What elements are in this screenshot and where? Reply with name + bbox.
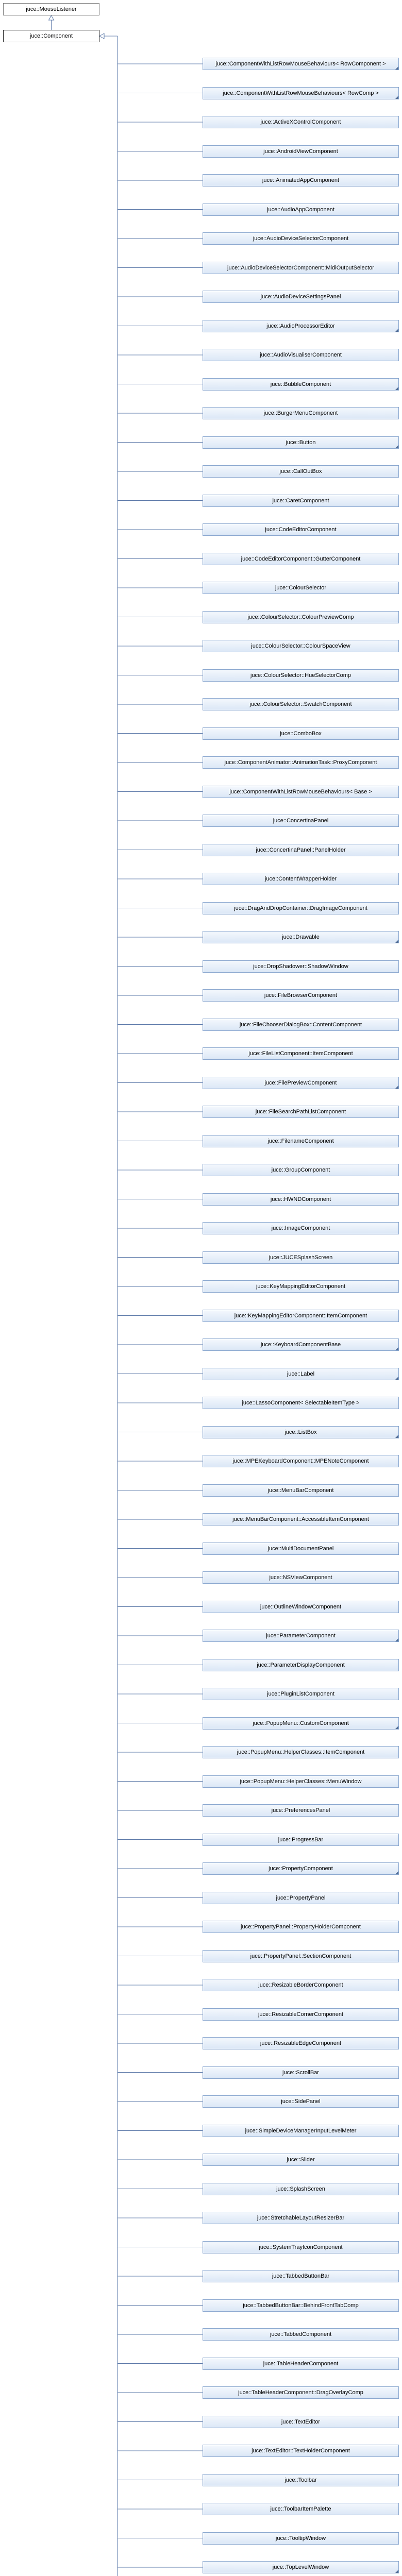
derived-class-label: juce::PopupMenu::HelperClasses::MenuWindow (240, 1778, 362, 1785)
derived-class-node[interactable] (203, 349, 399, 361)
derived-class-node[interactable] (203, 1630, 399, 1642)
derived-class-label: juce::TabbedComponent (270, 2331, 332, 2337)
derived-class-node[interactable] (203, 1601, 399, 1613)
derived-class-label: juce::MPEKeyboardComponent::MPENoteComponent (232, 1458, 369, 1464)
derived-class-label: juce::CodeEditorComponent::GutterComponent (241, 555, 361, 562)
derived-class-label: juce::FileBrowserComponent (264, 992, 338, 998)
derived-class-node[interactable] (203, 1775, 399, 1788)
derived-class-node[interactable] (203, 378, 399, 391)
derived-class-label: juce::SimpleDeviceManagerInputLevelMeter (245, 2127, 357, 2134)
expand-corner-icon (395, 1638, 398, 1641)
expand-corner-icon (395, 445, 398, 448)
base-class-label: juce::MouseListener (26, 6, 77, 12)
derived-class-label: juce::KeyboardComponentBase (260, 1342, 341, 1348)
expand-corner-icon (395, 940, 398, 943)
expand-corner-icon (395, 1347, 398, 1350)
derived-class-node[interactable] (203, 2125, 399, 2137)
derived-class-node[interactable] (203, 1834, 399, 1846)
derived-class-label: juce::AudioVisualiserComponent (260, 352, 342, 358)
derived-class-label: juce::DropShadower::ShadowWindow (253, 963, 348, 970)
derived-class-label: juce::PropertyComponent (269, 1866, 333, 1872)
derived-class-label: juce::ScrollBar (282, 2069, 319, 2076)
derived-class-label: juce::CodeEditorComponent (265, 527, 337, 533)
derived-class-label: juce::FilenameComponent (267, 1138, 334, 1144)
derived-class-node[interactable] (203, 960, 399, 973)
derived-class-node[interactable] (203, 407, 399, 419)
derived-class-label: juce::Slider (287, 2157, 315, 2163)
derived-class-node[interactable] (203, 640, 399, 652)
derived-class-label: juce::ColourSelector::ColourSpaceView (251, 643, 350, 649)
derived-class-node[interactable] (203, 2008, 399, 2021)
expand-corner-icon (395, 1871, 398, 1874)
derived-class-node[interactable] (203, 2474, 399, 2486)
derived-class-label: juce::AudioDeviceSelectorComponent::MidiOutputSelector (227, 264, 374, 271)
derived-class-node[interactable] (203, 1338, 399, 1351)
derived-class-node[interactable] (203, 87, 399, 99)
derived-class-node[interactable] (203, 1746, 399, 1758)
derived-class-label: juce::AnimatedAppComponent (262, 177, 340, 183)
derived-class-node[interactable] (203, 1804, 399, 1817)
derived-class-node[interactable] (203, 2532, 399, 2545)
derived-class-node[interactable] (203, 1950, 399, 1962)
derived-class-label: juce::BubbleComponent (270, 381, 331, 387)
derived-class-label: juce::FileChooserDialogBox::ContentComponent (239, 1021, 362, 1028)
derived-class-label: juce::PreferencesPanel (271, 1807, 330, 1814)
derived-class-node[interactable] (203, 2445, 399, 2457)
derived-class-node[interactable] (203, 2416, 399, 2428)
derived-class-label: juce::ImageComponent (271, 1225, 330, 1231)
derived-class-label: juce::MultiDocumentPanel (267, 1545, 334, 1552)
base-class-node[interactable] (3, 3, 99, 15)
derived-class-label: juce::CallOutBox (279, 468, 322, 474)
derived-class-node[interactable] (203, 1862, 399, 1875)
derived-class-node[interactable] (203, 1164, 399, 1176)
derived-class-node[interactable] (203, 1892, 399, 1904)
derived-class-node[interactable] (203, 1979, 399, 1991)
derived-class-node[interactable] (203, 2154, 399, 2166)
derived-class-label: juce::ToolbarItemPalette (270, 2506, 331, 2512)
derived-class-node[interactable] (203, 786, 399, 798)
arrowhead-main (99, 33, 104, 39)
derived-class-label: juce::ComponentWithListRowMouseBehaviours< Base > (229, 788, 372, 795)
derived-class-node[interactable] (203, 58, 399, 70)
derived-class-node[interactable] (203, 2328, 399, 2341)
derived-class-node[interactable] (203, 698, 399, 710)
derived-class-node[interactable] (203, 1397, 399, 1409)
derived-class-label: juce::ComponentWithListRowMouseBehaviours< RowComponent > (215, 61, 386, 67)
main-class-label: juce::Component (29, 33, 73, 39)
derived-class-node[interactable] (203, 523, 399, 536)
expand-corner-icon (395, 387, 398, 390)
derived-class-label: juce::AudioProcessorEditor (266, 323, 335, 329)
derived-class-node[interactable] (203, 1135, 399, 1147)
derived-class-label: juce::TextEditor::TextHolderComponent (252, 2448, 350, 2454)
derived-class-node[interactable] (203, 145, 399, 158)
derived-class-node[interactable] (203, 1455, 399, 1467)
derived-class-label: juce::TabbedButtonBar (272, 2273, 330, 2279)
derived-class-label: juce::KeyMappingEditorComponent::ItemComponent (234, 1312, 367, 1319)
derived-class-label: juce::LassoComponent< SelectableItemType > (242, 1400, 360, 1406)
derived-class-node[interactable] (203, 553, 399, 565)
derived-class-label: juce::DragAndDropContainer::DragImageComponent (234, 905, 367, 911)
derived-class-node[interactable] (203, 669, 399, 682)
derived-class-node[interactable] (203, 2358, 399, 2370)
derived-class-label: juce::ResizableBorderComponent (258, 1982, 343, 1988)
expand-corner-icon (395, 1435, 398, 1438)
derived-class-label: juce::PropertyPanel::SectionComponent (250, 1953, 351, 1959)
derived-class-label: juce::AudioAppComponent (267, 206, 334, 213)
derived-class-label: juce::PropertyPanel (276, 1894, 326, 1901)
main-class-node (3, 30, 99, 42)
derived-class-label: juce::ComponentWithListRowMouseBehaviours< RowComp > (223, 90, 379, 96)
derived-class-label: juce::TopLevelWindow (272, 2564, 329, 2570)
derived-class-label: juce::ProgressBar (278, 1836, 324, 1843)
derived-class-label: juce::MenuBarComponent (267, 1487, 334, 1494)
derived-class-label: juce::TableHeaderComponent (263, 2360, 339, 2367)
derived-class-node[interactable] (203, 873, 399, 885)
derived-class-node[interactable] (203, 1717, 399, 1730)
derived-class-node[interactable] (203, 582, 399, 594)
derived-class-node[interactable] (203, 2386, 399, 2399)
derived-class-node[interactable] (203, 1193, 399, 1206)
expand-corner-icon (395, 96, 398, 99)
derived-class-label: juce::SystemTrayIconComponent (259, 2244, 343, 2250)
derived-class-node[interactable] (203, 1106, 399, 1118)
derived-class-label: juce::Toolbar (284, 2477, 317, 2483)
derived-class-node[interactable] (203, 1047, 399, 1060)
derived-class-label: juce::GroupComponent (271, 1167, 330, 1173)
derived-class-label: juce::ParameterComponent (266, 1633, 336, 1639)
derived-class-label: juce::OutlineWindowComponent (260, 1603, 342, 1610)
expand-corner-icon (395, 2570, 398, 2573)
derived-class-label: juce::ParameterDisplayComponent (257, 1662, 345, 1668)
derived-class-node[interactable] (203, 727, 399, 740)
derived-class-node[interactable] (203, 611, 399, 623)
derived-class-node[interactable] (203, 320, 399, 332)
derived-class-node[interactable] (203, 116, 399, 128)
derived-class-node[interactable] (203, 2066, 399, 2079)
derived-class-label: juce::SidePanel (281, 2098, 321, 2105)
derived-class-node[interactable] (203, 1571, 399, 1584)
derived-class-node[interactable] (203, 1659, 399, 1671)
derived-class-node[interactable] (203, 2212, 399, 2224)
derived-class-label: juce::PropertyPanel::PropertyHolderComponent (241, 1924, 361, 1930)
derived-class-label: juce::ComponentAnimator::AnimationTask::ProxyComponent (224, 759, 377, 766)
derived-class-node[interactable] (203, 2561, 399, 2573)
derived-class-node[interactable] (203, 1921, 399, 1933)
derived-class-node[interactable] (203, 989, 399, 1002)
derived-class-label: juce::PopupMenu::CustomComponent (253, 1720, 349, 1726)
derived-class-node[interactable] (203, 2183, 399, 2195)
derived-class-node[interactable] (203, 2503, 399, 2515)
derived-class-node[interactable] (203, 2037, 399, 2049)
derived-class-label: juce::MenuBarComponent::AccessibleItemComponent (232, 1516, 369, 1522)
derived-class-label: juce::TextEditor (281, 2418, 321, 2425)
derived-class-label: juce::AudioDeviceSelectorComponent (253, 235, 349, 242)
derived-class-label: juce::SplashScreen (276, 2185, 325, 2192)
derived-class-label: juce::PluginListComponent (267, 1691, 334, 1697)
derived-class-label: juce::FileSearchPathListComponent (255, 1109, 346, 1115)
derived-class-node[interactable] (203, 1368, 399, 1380)
derived-class-label: juce::AndroidViewComponent (263, 148, 338, 155)
derived-class-node[interactable] (203, 2095, 399, 2108)
derived-class-label: juce::ResizableCornerComponent (258, 2011, 344, 2018)
derived-class-node[interactable] (203, 262, 399, 274)
derived-class-label: juce::ColourSelector (275, 585, 327, 591)
derived-class-label: juce::ContentWrapperHolder (264, 876, 337, 882)
derived-class-node[interactable] (203, 291, 399, 303)
derived-class-label: juce::Label (287, 1370, 315, 1377)
derived-class-node[interactable] (203, 2299, 399, 2312)
derived-class-node[interactable] (203, 174, 399, 187)
derived-class-node[interactable] (203, 1019, 399, 1031)
expand-corner-icon (395, 1726, 398, 1729)
derived-class-label: juce::ColourSelector::HueSelectorComp (250, 672, 351, 679)
expand-corner-icon (395, 1086, 398, 1089)
expand-corner-icon (395, 329, 398, 332)
derived-class-label: juce::ConcertinaPanel (273, 818, 329, 824)
derived-class-node[interactable] (203, 465, 399, 478)
derived-class-node[interactable] (203, 2241, 399, 2253)
derived-class-label: juce::ComboBox (280, 730, 322, 737)
derived-class-node[interactable] (203, 232, 399, 245)
derived-class-label: juce::StretchableLayoutResizerBar (257, 2215, 345, 2221)
derived-class-node[interactable] (203, 495, 399, 507)
derived-class-label: juce::CaretComponent (272, 497, 329, 504)
derived-class-label: juce::ColourSelector::ColourPreviewComp (247, 614, 354, 620)
derived-class-node[interactable] (203, 931, 399, 943)
derived-class-label: juce::KeyMappingEditorComponent (256, 1283, 346, 1290)
derived-class-node[interactable] (203, 1688, 399, 1700)
derived-class-label: juce::PopupMenu::HelperClasses::ItemComponent (237, 1749, 365, 1755)
derived-class-label: juce::ResizableEdgeComponent (260, 2040, 342, 2046)
derived-class-label: juce::TooltipWindow (275, 2535, 326, 2541)
derived-class-node[interactable] (203, 1543, 399, 1555)
derived-class-node[interactable] (203, 204, 399, 216)
derived-class-label: juce::ColourSelector::SwatchComponent (249, 701, 352, 707)
derived-class-node[interactable] (203, 1513, 399, 1526)
arrowhead-base (49, 15, 54, 20)
derived-class-node[interactable] (203, 815, 399, 827)
expand-corner-icon (395, 66, 398, 70)
derived-class-label: juce::AudioDeviceSettingsPanel (260, 294, 341, 300)
derived-class-label: juce::ListBox (284, 1429, 317, 1435)
derived-class-node[interactable] (203, 1077, 399, 1089)
derived-class-node[interactable] (203, 1222, 399, 1234)
derived-class-label: juce::TabbedButtonBar::BehindFrontTabComp (243, 2302, 359, 2309)
derived-class-node[interactable] (203, 436, 399, 449)
derived-class-label: juce::JUCESplashScreen (269, 1254, 333, 1261)
derived-class-node[interactable] (203, 1251, 399, 1264)
derived-class-node[interactable] (203, 1310, 399, 1322)
derived-class-label: juce::BurgerMenuComponent (263, 410, 338, 416)
derived-class-node[interactable] (203, 844, 399, 856)
derived-class-label: juce::NSViewComponent (269, 1574, 332, 1581)
derived-class-label: juce::TableHeaderComponent::DragOverlayComp (238, 2389, 363, 2396)
derived-class-node[interactable] (203, 2270, 399, 2282)
derived-class-label: juce::ActiveXControlComponent (260, 119, 341, 125)
derived-class-node[interactable] (203, 1280, 399, 1293)
derived-class-label: juce::Drawable (282, 934, 320, 940)
derived-class-label: juce::Button (286, 439, 316, 446)
derived-class-node[interactable] (203, 1426, 399, 1438)
derived-class-node[interactable] (203, 1484, 399, 1497)
derived-class-label: juce::ConcertinaPanel::PanelHolder (256, 846, 346, 853)
expand-corner-icon (395, 1377, 398, 1380)
derived-class-label: juce::HWNDComponent (270, 1196, 331, 1202)
derived-class-node[interactable] (203, 756, 399, 769)
derived-class-label: juce::FilePreviewComponent (264, 1079, 337, 1086)
derived-class-node[interactable] (203, 902, 399, 914)
derived-class-label: juce::FileListComponent::ItemComponent (248, 1050, 353, 1057)
